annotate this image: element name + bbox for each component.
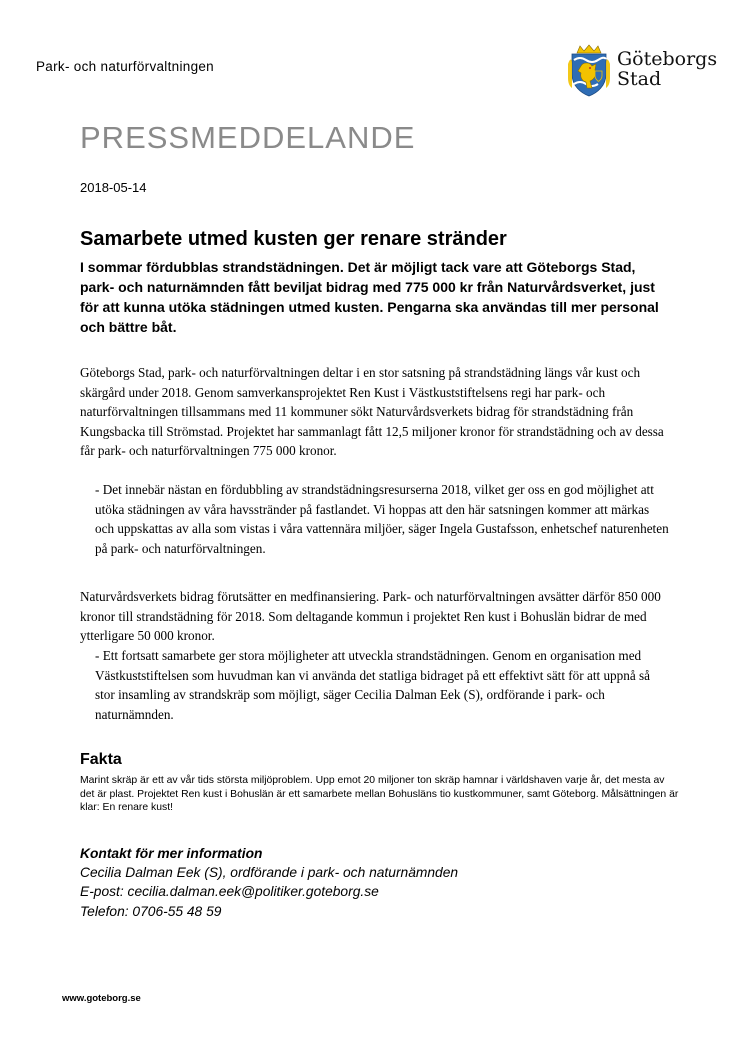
contact-block	[80, 844, 458, 921]
contact-name: Cecilia Dalman Eek (S), ordförande i park- och naturnämnden	[80, 865, 459, 881]
document-type-title: PRESSMEDDELANDE	[80, 120, 416, 155]
headline: Samarbete utmed kusten ger renare stränder	[80, 228, 507, 250]
contact-title: Kontakt för mer information	[80, 846, 263, 861]
body-paragraph-1: Göteborgs Stad, park- och naturförvaltningen deltar i en stor satsning på strandstädning längs vår kust och skärgård under 2018. Genom samverkansprojektet Ren Kust i Västkuststiftelsens regi har park- och naturförvaltningen tillsammans med 11 kommuner sökt Naturvårdsverkets bidrag för strandstädning från Kungsbacka till Strömstad. Projektet har sammanlagt fått 12,5 miljoner kronor för strandstädning och av dessa får park- och naturförvaltningen 775 000 kronor.	[80, 365, 664, 459]
quote-paragraph-1: - Det innebär nästan en fördubbling av strandstädningsresurserna 2018, vilket ger oss en god möjlighet att utöka städningen av våra havsstränder på fastlandet. Vi hoppas att den här satsningen kommer att märkas och uppskattas av alla som vistas i våra vattennära miljöer, säger Ingela Gustafsson, enhetschef naturenheten på park- och naturförvaltningen.	[95, 482, 669, 556]
website-link[interactable]: www.goteborg.se	[62, 993, 141, 1004]
lead-paragraph: I sommar fördubblas strandstädningen. Det är möjligt tack vare att Göteborgs Stad, park- och naturnämnden fått beviljat bidrag med 775 000 kr från Naturvårdsverket, just för att kunna utöka städningen utmed kusten. Pengarna ska användas till mer personal och bättre båt.	[80, 259, 659, 335]
goteborg-coat-of-arms-icon	[566, 44, 612, 98]
logo-line-1: Göteborgs	[617, 48, 718, 70]
contact-phone: Telefon: 0706-55 48 59	[80, 903, 222, 919]
department-name: Park- och naturförvaltningen	[36, 59, 214, 74]
contact-email[interactable]: E-post: cecilia.dalman.eek@politiker.goteborg.se	[80, 884, 379, 900]
logo-line-2: Stad	[617, 68, 662, 90]
publication-date: 2018-05-14	[80, 180, 147, 195]
body-paragraph-2: Naturvårdsverkets bidrag förutsätter en medfinansiering. Park- och naturförvaltningen avsätter därför 850 000 kronor till strandstädning för 2018. Som deltagande kommun i projektet Ren kust i Bohuslän bidrar de med ytterligare 50 000 kronor.	[80, 589, 661, 644]
quote-paragraph-2: - Ett fortsatt samarbete ger stora möjligheter att utveckla strandstädningen. Genom en organisation med Västkuststiftelsen som huvudman kan vi använda det statliga bidraget på ett effektivt sätt för att uppnå så stor insamling av strandskräp som möjligt, säger Cecilia Dalman Eek (S), ordförande i park- och naturnämnden.	[95, 648, 650, 722]
logo-text	[617, 49, 717, 89]
facts-text: Marint skräp är ett av vår tids största miljöproblem. Upp emot 20 miljoner ton skräp hamnar i världshaven varje år, det mesta av det är plast. Projektet Ren kust i Bohuslän är ett samarbete mellan Bohusläns tio kustkommuner, samt Göteborg. Målsättningen är klar: En renare kust!	[80, 775, 679, 814]
goteborgs-stad-logo[interactable]	[566, 44, 716, 100]
facts-heading: Fakta	[80, 751, 122, 768]
